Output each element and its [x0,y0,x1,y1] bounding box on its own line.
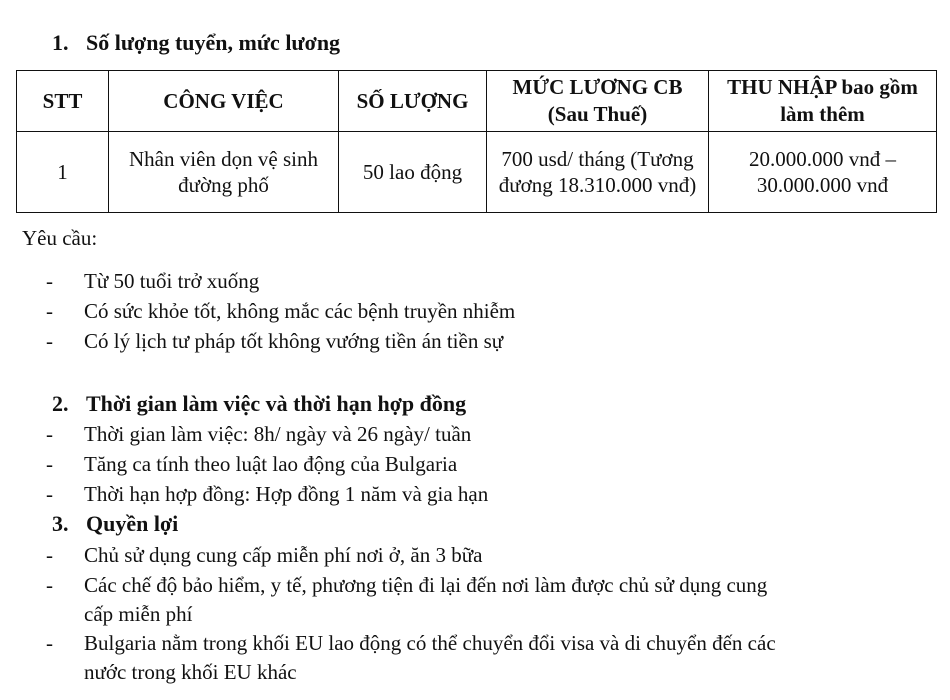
cell-stt: 1 [17,132,109,213]
list-item-text: Các chế độ bảo hiểm, y tế, phương tiện đi lại đến nơi làm được chủ sử dụng cung [84,573,768,597]
cell-income: 20.000.000 vnđ – 30.000.000 vnđ [709,132,937,213]
cell-quantity: 50 lao động [339,132,487,213]
list-item [34,266,914,296]
list-item [34,326,914,356]
bullet-dash: - [46,269,53,293]
list-item-text-continued: cấp miễn phí [84,602,193,626]
bullet-dash: - [46,422,53,446]
cell-job: Nhân viên dọn vệ sinh đường phố [109,132,339,213]
section-2-heading [52,391,466,417]
section-3-title: Quyền lợi [86,511,179,536]
bullet-dash: - [46,573,53,597]
list-item [34,540,914,570]
header-income: THU NHẬP bao gồm làm thêm [709,71,937,132]
cell-base-salary: 700 usd/ tháng (Tương đương 18.310.000 vnđ) [487,132,709,213]
list-item-text: Thời gian làm việc: 8h/ ngày và 26 ngày/ tuần [84,422,472,446]
section-2-title: Thời gian làm việc và thời hạn hợp đồng [86,391,467,416]
list-item-text-continued: nước trong khối EU khác [84,660,297,684]
list-item [34,479,914,509]
list-item [34,628,914,686]
list-item-text: Chủ sử dụng cung cấp miễn phí nơi ở, ăn 3 bữa [84,543,483,567]
bullet-dash: - [46,329,53,353]
bullet-dash: - [46,543,53,567]
list-item [34,419,914,449]
header-base-salary: MỨC LƯƠNG CB (Sau Thuế) [487,71,709,132]
list-item [34,570,914,628]
bullet-dash: - [46,299,53,323]
list-item-text: Có lý lịch tư pháp tốt không vướng tiền án tiền sự [84,329,504,353]
bullet-dash: - [46,452,53,476]
working-time-list [34,419,914,509]
section-3-heading [52,511,178,537]
header-job: CÔNG VIỆC [109,71,339,132]
list-item-text: Tăng ca tính theo luật lao động của Bulgaria [84,452,458,476]
list-item [34,296,914,326]
section-1-title: Số lượng tuyển, mức lương [86,30,341,55]
bullet-dash: - [46,482,53,506]
section-2-number: 2. [52,391,69,416]
list-item-text: Có sức khỏe tốt, không mắc các bệnh truyền nhiễm [84,299,516,323]
section-1-heading [52,30,340,56]
table-row [17,132,937,213]
requirements-list [34,266,914,356]
header-quantity: SỐ LƯỢNG [339,71,487,132]
section-1-number: 1. [52,30,69,55]
recruitment-table [16,70,937,213]
bullet-dash: - [46,631,53,655]
list-item [34,449,914,479]
table-header-row [17,71,937,132]
header-stt: STT [17,71,109,132]
list-item-text: Thời hạn hợp đồng: Hợp đồng 1 năm và gia hạn [84,482,489,506]
list-item-text: Từ 50 tuổi trở xuống [84,269,260,293]
requirements-label: Yêu cầu: [22,226,98,250]
list-item-text: Bulgaria nằm trong khối EU lao động có thể chuyển đổi visa và di chuyển đến các [84,631,776,655]
section-3-number: 3. [52,511,69,536]
benefits-list [34,540,914,686]
